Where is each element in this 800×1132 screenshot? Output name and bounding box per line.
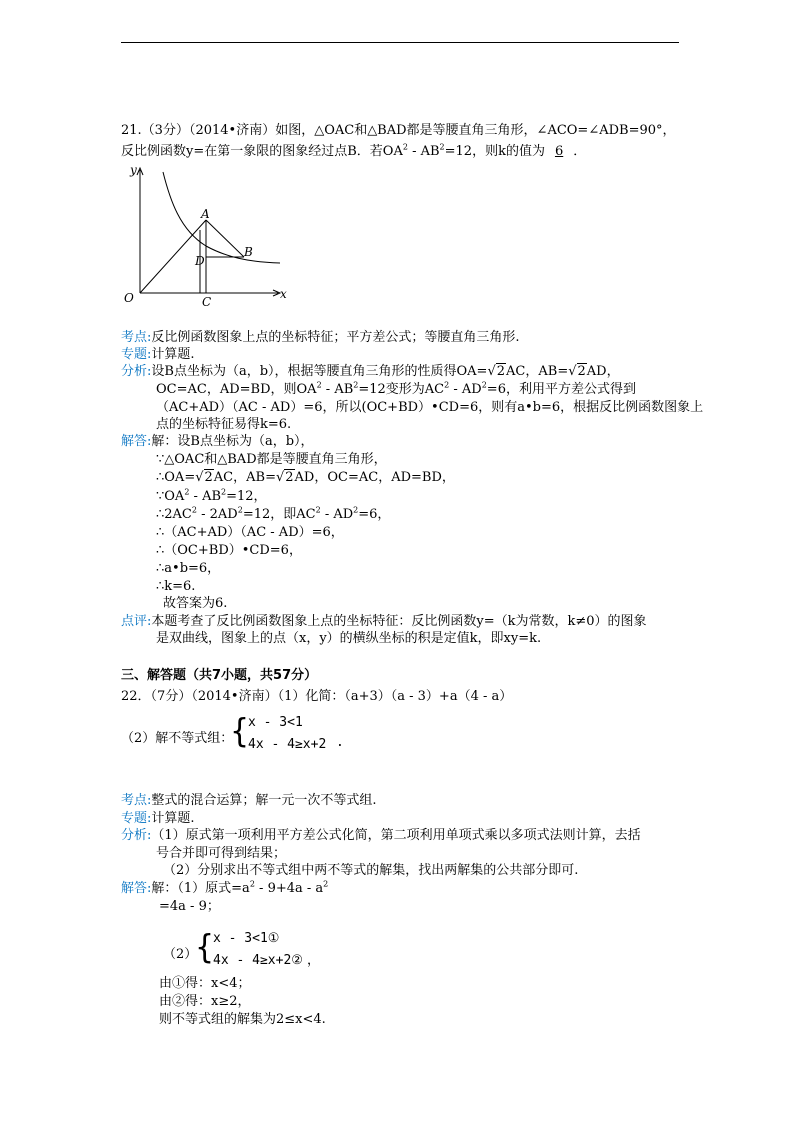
brace-icon: { [195,928,215,967]
label-B: B [244,245,253,259]
q22-sys-comma: ， [307,953,321,968]
label-O: O [124,291,134,305]
q21-fenxi-4: 点的坐标特征易得k=6. [156,417,292,432]
q22-jieda-6: 则不等式组的解集为2≤x<4. [159,1012,326,1027]
q21-jieda-10: 故答案为6. [163,596,228,611]
q21-jieda-9: ∴k=6. [156,579,196,594]
header-rule [121,42,679,43]
q21-line2: 反比例函数y=在第一象限的图象经过点B．若$OA^2 - AB^2=12$，则k的值为 6 ． [121,142,587,159]
label-C: C [202,295,212,309]
q21-dianping-2: 是双曲线，图象上的点（x，y）的横纵坐标的积是定值k，即xy=k. [156,631,542,646]
hyperbola [163,172,280,263]
q22-fenxi-3: （2）分别求出不等式组中两不等式的解集，找出两解集的公共部分即可. [163,863,579,878]
q22-jieda-5: 由②得：x≥2， [159,994,251,1009]
q22-jieda-4: 由①得：x<4； [159,976,251,991]
label-D: D [195,254,205,268]
q21-jieda-4: $\because OA^2 - AB^2=12$， [156,487,267,504]
q21-jieda-3: ∴OA=√2AC，AB=√2AD，OC=AC，AD=BD， [156,470,455,485]
q22-ineq-1: x - 3<1 [248,715,303,730]
q21-jieda-6: ∴（AC+AD）（AC - AD）=6， [156,525,344,540]
q22-jieda-3: （2） [163,947,198,962]
label-x: x [280,287,287,301]
q21-kaodian: 考点:反比例函数图象上点的坐标特征；平方差公式；等腰直角三角形. [121,330,520,345]
q22-head: 22．（7分）（2014•济南）（1）化简：（a+3）（a - 3）+a（4 - a） [121,689,513,704]
q21-jieda-7: ∴（OC+BD）•CD=6， [156,543,302,558]
q21-jieda-2: ∵△OAC和△BAD都是等腰直角三角形， [156,452,387,467]
q21-head: 21.（3分）（2014•济南）如图，△OAC和△BAD都是等腰直角三角形，∠ACO=∠ADB=90°， [121,123,676,138]
q22-sys-2: 4x - 4≥x+2② [213,953,303,968]
q21-answer: 6 [554,144,564,159]
q21-dianping-1: 点评:本题考查了反比例函数图象上点的坐标特征：反比例函数y=（k为常数，k≠0）的图象 [121,614,647,629]
q22-zhuanti: 专题:计算题. [121,811,195,826]
q22-sys-1: x - 3<1① [213,931,280,946]
q22-ineq-dot: . [336,735,344,750]
q21-fenxi-1: 分析:设B点坐标为（a，b），根据等腰直角三角形的性质得OA=√2AC，AB=√2AD， [121,364,620,379]
q21-jieda-5: $\therefore 2AC^2 - 2AD^2=12$，即$AC^2 - AD^2=6$， [156,505,391,522]
q21-jieda-1: 解答:解：设B点坐标为（a，b）， [121,434,314,449]
q22-jieda-1: 解答:解：（1）原式$=a^2 - 9+4a - a^2$ [121,879,329,896]
q22-part2-label: （2）解不等式组： [121,731,234,746]
q21-jieda-8: ∴a•b=6， [156,561,221,576]
label-A: A [201,207,210,221]
q21-fenxi-3: （AC+AD）（AC - AD）=6，所以(OC+BD）•CD=6，则有a•b=6，根据反比例函数图象上 [156,400,704,415]
label-y: y [130,163,137,177]
q22-jieda-2: =4a - 9； [159,899,220,914]
q22-solution-system [195,929,335,973]
q22-ineq-2: 4x - 4≥x+2 [248,737,327,752]
q22-kaodian: 考点:整式的混合运算；解一元一次不等式组. [121,793,377,808]
q22-fenxi-1: 分析:（1）原式第一项利用平方差公式化简，第二项利用单项式乘以多项式法则计算，去括 [121,828,641,843]
segment-AB [206,220,244,257]
brace-icon: { [230,712,250,751]
q21-figure [118,160,298,310]
q22-fenxi-2: 号合并即可得到结果； [156,846,287,861]
section-3-title: 三、解答题（共7小题，共57分） [121,668,318,683]
q21-zhuanti: 专题:计算题. [121,347,195,362]
q21-fenxi-2: OC=AC，AD=BD，则$OA^2 - AB^2=12$变形为$AC^2 - AD^2=6$，利用平方差公式得到 [156,380,636,397]
q22-inequality-system [230,712,344,757]
